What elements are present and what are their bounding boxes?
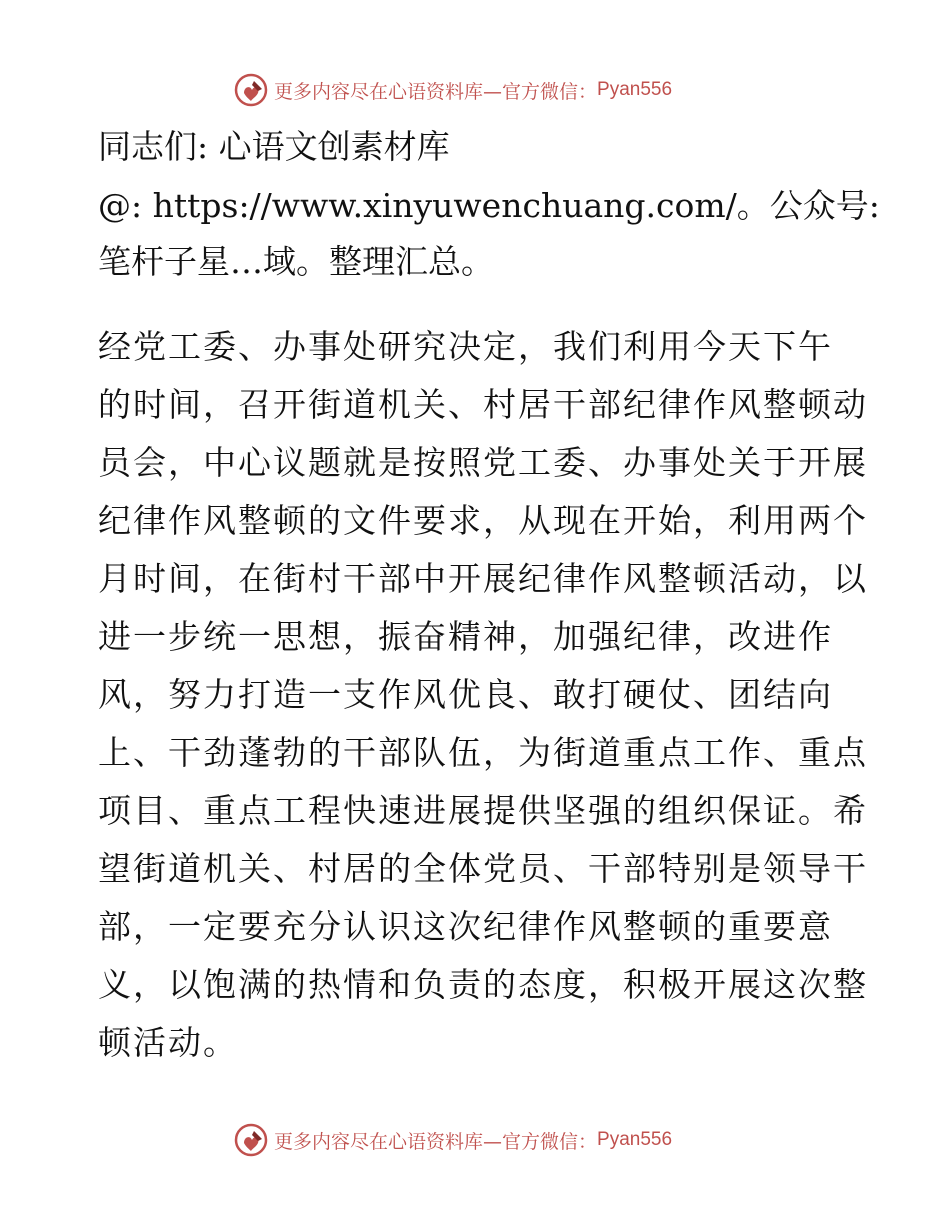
source-line: 笔杆子星…域。整理汇总。 [98, 242, 494, 281]
body-paragraph [98, 318, 868, 1072]
banner-text: 更多内容尽在心语资料库—官方微信： [274, 1130, 598, 1153]
paragraph-line: 部，一定要充分认识这次纪律作风整顿的重要意 [98, 907, 833, 946]
paragraph-line: 的时间，召开街道机关、村居干部纪律作风整顿动 [98, 385, 868, 424]
paragraph-line: 项目、重点工程快速进展提供坚强的组织保证。希 [98, 791, 868, 830]
banner-text: 更多内容尽在心语资料库—官方微信： [274, 80, 598, 103]
bottom-banner [0, 1120, 950, 1160]
website-line: @: https://www.xinyuwenchuang.com/。公众号: [98, 186, 880, 225]
paragraph-line: 义，以饱满的热情和负责的态度，积极开展这次整 [98, 965, 868, 1004]
paragraph-line: 上、干劲蓬勃的干部队伍，为街道重点工作、重点 [98, 733, 868, 772]
paragraph-line: 顿活动。 [98, 1023, 238, 1062]
banner-handle: Pyan556 [597, 79, 673, 100]
paragraph-line: 员会，中心议题就是按照党工委、办事处关于开展 [98, 443, 868, 482]
paragraph-line: 风，努力打造一支作风优良、敢打硬仗、团结向 [98, 675, 833, 714]
paragraph-line: 经党工委、办事处研究决定，我们利用今天下午 [98, 327, 833, 366]
paragraph-line: 月时间，在街村干部中开展纪律作风整顿活动，以 [98, 559, 868, 598]
paragraph-line: 望街道机关、村居的全体党员、干部特别是领导干 [98, 849, 868, 888]
greeting-line: 同志们: 心语文创素材库 [98, 127, 450, 166]
paragraph-line: 纪律作风整顿的文件要求，从现在开始，利用两个 [98, 501, 868, 540]
heart-pen-logo-icon [234, 73, 268, 107]
banner-handle: Pyan556 [597, 1129, 673, 1150]
top-banner [0, 70, 950, 110]
paragraph-line: 进一步统一思想，振奋精神，加强纪律，改进作 [98, 617, 833, 656]
heart-pen-logo-icon [234, 1123, 268, 1157]
